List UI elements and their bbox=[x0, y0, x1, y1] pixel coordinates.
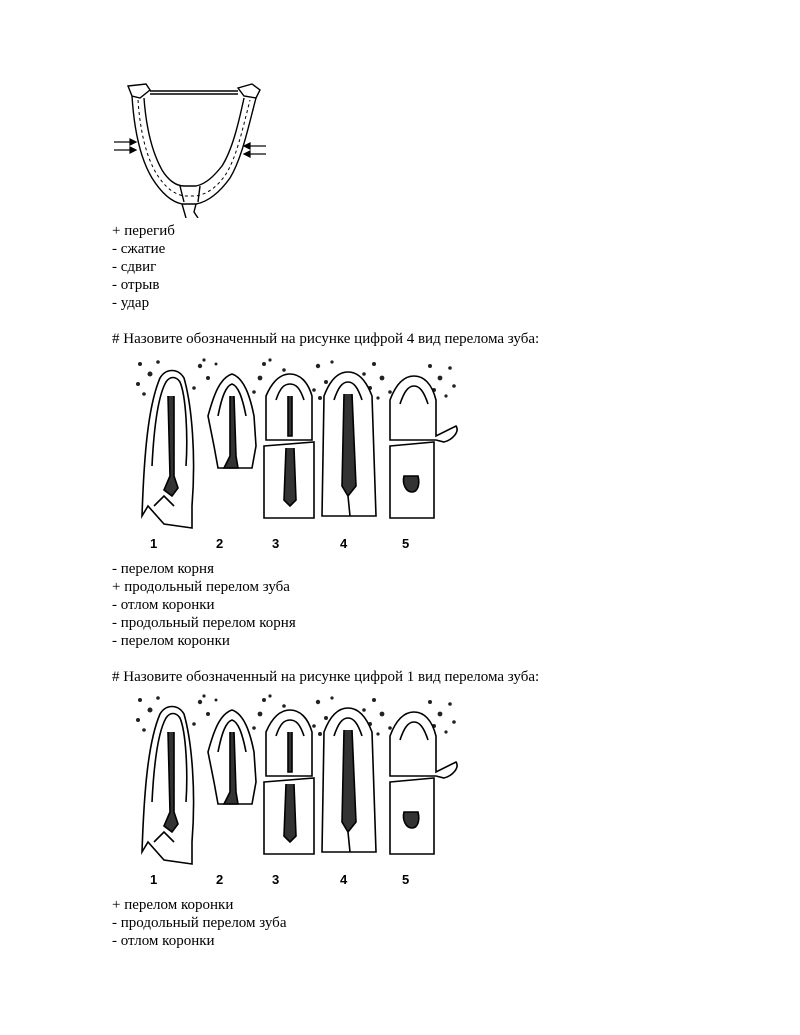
answer-option: + перелом коронки bbox=[112, 897, 234, 913]
q1-answers bbox=[112, 560, 296, 650]
figure-number: 1 bbox=[150, 536, 158, 551]
question-1-text: # Назовите обозначенный на рисунке цифрой 4 вид перелома зуба: bbox=[112, 331, 540, 347]
answer-option: - сдвиг bbox=[112, 259, 157, 275]
answer-option: - отлом коронки bbox=[112, 597, 215, 613]
q2-answers bbox=[112, 896, 286, 950]
figure-numbers bbox=[150, 536, 409, 551]
figure-number: 2 bbox=[216, 536, 224, 551]
mandible-fracture-figure bbox=[110, 78, 270, 218]
figure-number: 3 bbox=[272, 872, 280, 887]
answer-option: - сжатие bbox=[112, 241, 166, 257]
figure-number: 4 bbox=[340, 872, 348, 887]
answer-option: + перегиб bbox=[112, 223, 175, 239]
question-2-text: # Назовите обозначенный на рисунке цифрой 1 вид перелома зуба: bbox=[112, 669, 540, 685]
figure-number: 4 bbox=[340, 536, 348, 551]
tooth-fracture-figure-2 bbox=[134, 692, 464, 892]
answer-option: - отлом коронки bbox=[112, 933, 215, 949]
figure-number: 5 bbox=[402, 536, 410, 551]
tooth-fracture-figure-1 bbox=[134, 356, 464, 556]
answer-option: - продольный перелом зуба bbox=[112, 915, 287, 931]
figure-number: 2 bbox=[216, 872, 224, 887]
figure-number: 5 bbox=[402, 872, 410, 887]
figure-numbers bbox=[150, 872, 409, 887]
answer-option: - удар bbox=[112, 295, 150, 311]
answer-option: - перелом корня bbox=[112, 561, 214, 577]
answer-option: - перелом коронки bbox=[112, 633, 230, 649]
answer-option: - продольный перелом корня bbox=[112, 615, 296, 631]
q0-answers bbox=[112, 222, 175, 312]
figure-number: 3 bbox=[272, 536, 280, 551]
answer-option: + продольный перелом зуба bbox=[112, 579, 290, 595]
figure-number: 1 bbox=[150, 872, 158, 887]
answer-option: - отрыв bbox=[112, 277, 160, 293]
